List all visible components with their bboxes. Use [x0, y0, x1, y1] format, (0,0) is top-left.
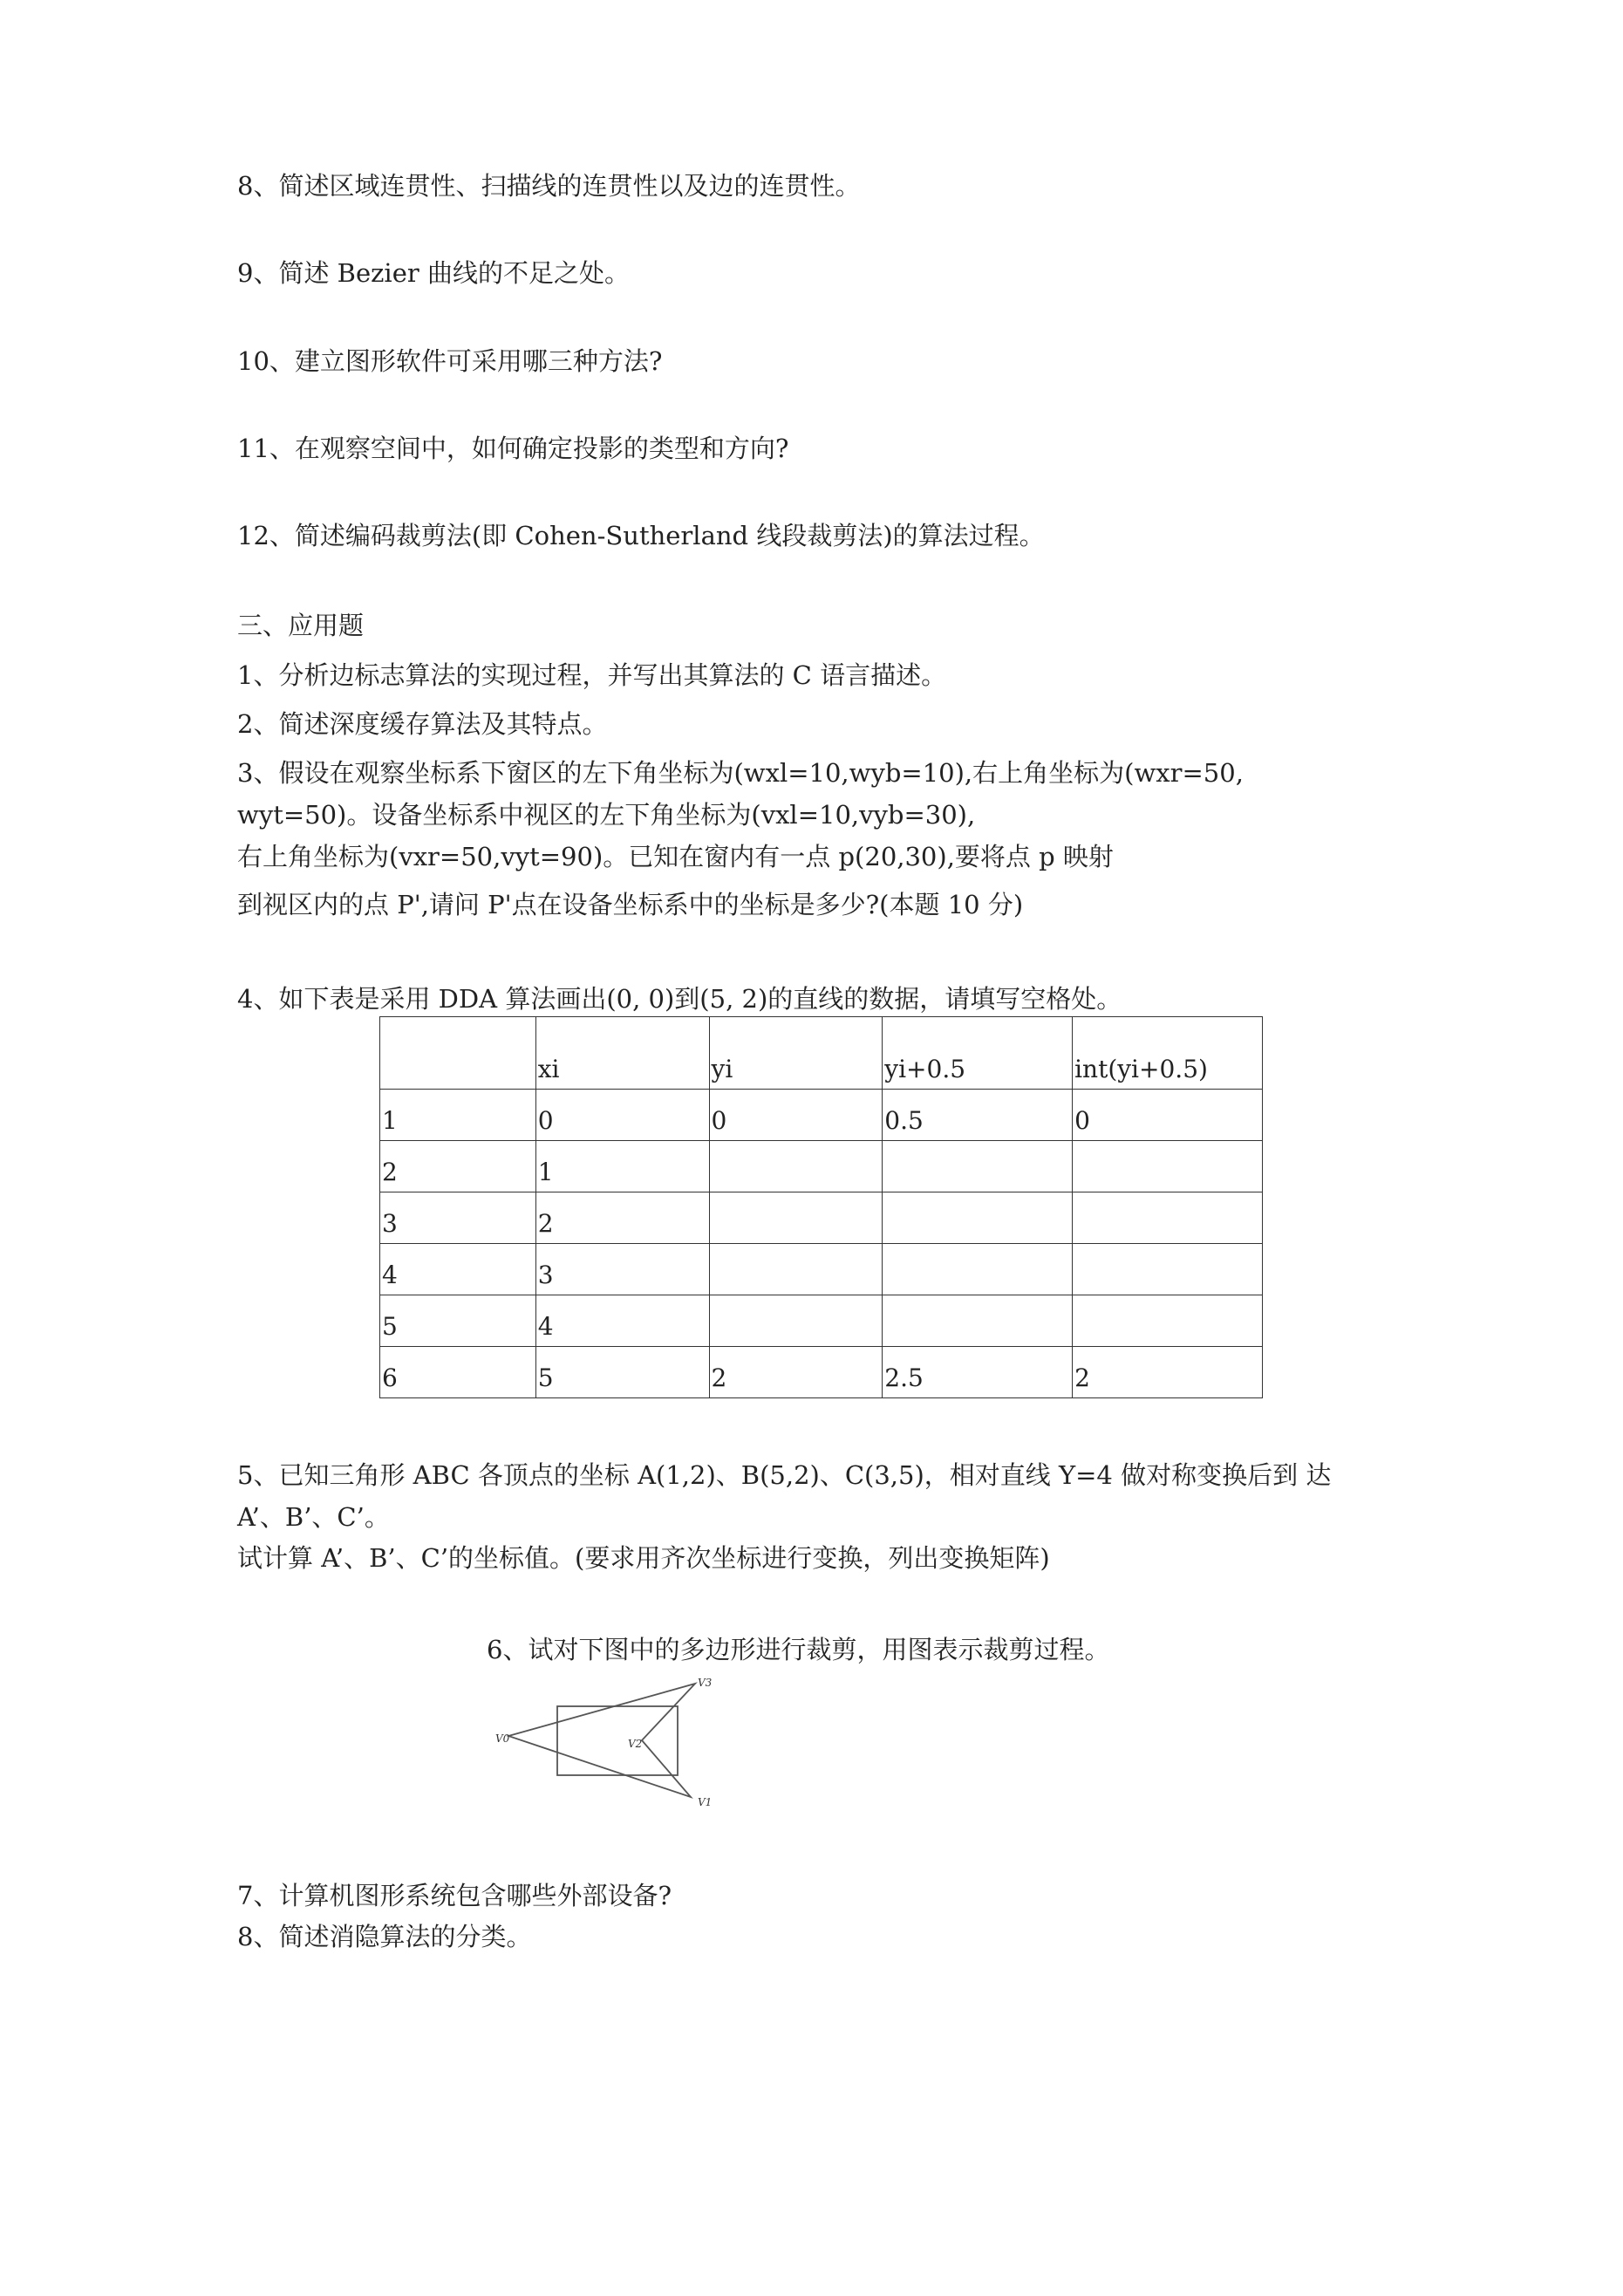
table-cell	[1073, 1295, 1263, 1347]
table-header-cell: yi+0.5	[883, 1017, 1073, 1090]
table-cell: 5	[380, 1295, 536, 1347]
table-row	[380, 1244, 1263, 1295]
clipping-figure	[488, 1662, 741, 1828]
table-header-cell: xi	[535, 1017, 709, 1090]
table-cell: 2	[1073, 1347, 1263, 1398]
a1-text: 1、分析边标志算法的实现过程，并写出其算法的 C 语言描述。	[237, 660, 947, 690]
table-header-cell: int(yi+0.5)	[1073, 1017, 1263, 1090]
table-cell	[709, 1192, 883, 1244]
q8-text: 8、简述区域连贯性、扫描线的连贯性以及边的连贯性。	[237, 171, 861, 201]
table-cell: 4	[535, 1295, 709, 1347]
table-header-cell: yi	[709, 1017, 883, 1090]
table-cell	[883, 1192, 1073, 1244]
table-cell: 0.5	[883, 1090, 1073, 1141]
table-cell	[883, 1141, 1073, 1192]
a3-text-line2: wyt=50)。设备坐标系中视区的左下角坐标为(vxl=10,vyb=30),	[237, 800, 976, 830]
q10-text: 10、建立图形软件可采用哪三种方法?	[237, 346, 663, 376]
table-header-cell	[380, 1017, 536, 1090]
q12-text: 12、简述编码裁剪法(即 Cohen-Sutherland 线段裁剪法)的算法过程。	[237, 521, 1045, 550]
table-cell: 0	[709, 1090, 883, 1141]
table-row	[380, 1192, 1263, 1244]
vertex-label-v0: V0	[495, 1732, 510, 1745]
vertex-label-v2: V2	[628, 1738, 643, 1750]
table-cell: 2	[535, 1192, 709, 1244]
vertex-label-v3: V3	[698, 1677, 713, 1689]
table-cell	[883, 1295, 1073, 1347]
table-header-row	[380, 1017, 1263, 1090]
table-cell	[709, 1295, 883, 1347]
a5-text-line1: 5、已知三角形 ABC 各顶点的坐标 A(1,2)、B(5,2)、C(3,5)，相对直线 Y=4 做对称变换后到 达	[237, 1460, 1332, 1490]
table-row	[380, 1295, 1263, 1347]
q9-text: 9、简述 Bezier 曲线的不足之处。	[237, 258, 630, 288]
table-cell: 4	[380, 1244, 536, 1295]
table-cell: 1	[380, 1090, 536, 1141]
a8-text: 8、简述消隐算法的分类。	[237, 1922, 532, 1951]
table-cell: 6	[380, 1347, 536, 1398]
table-cell	[1073, 1141, 1263, 1192]
table-cell	[1073, 1244, 1263, 1295]
table-cell: 1	[535, 1141, 709, 1192]
a3-text-line3: 右上角坐标为(vxr=50,vyt=90)。已知在窗内有一点 p(20,30),要将点 p 映射	[237, 842, 1114, 871]
a4-text: 4、如下表是采用 DDA 算法画出(0, 0)到(5, 2)的直线的数据，请填写空格处。	[237, 984, 1122, 1014]
table-cell: 0	[535, 1090, 709, 1141]
table-cell: 0	[1073, 1090, 1263, 1141]
polygon-outline	[508, 1684, 695, 1797]
table-cell: 2	[709, 1347, 883, 1398]
a5-text-line3: 试计算 A’、B’、C’的坐标值。(要求用齐次坐标进行变换，列出变换矩阵)	[237, 1543, 1050, 1573]
dda-table	[379, 1016, 1263, 1398]
table-row	[380, 1347, 1263, 1398]
a7-text: 7、计算机图形系统包含哪些外部设备?	[237, 1881, 672, 1910]
table-cell: 3	[535, 1244, 709, 1295]
table-cell: 2	[380, 1141, 536, 1192]
a5-text-line2: A’、B’、C’。	[237, 1502, 390, 1532]
table-cell: 5	[535, 1347, 709, 1398]
a3-text-line4: 到视区内的点 P',请问 P'点在设备坐标系中的坐标是多少?(本题 10 分)	[237, 890, 1024, 919]
a2-text: 2、简述深度缓存算法及其特点。	[237, 709, 608, 739]
table-cell	[709, 1141, 883, 1192]
a3-text-line1: 3、假设在观察坐标系下窗区的左下角坐标为(wxl=10,wyb=10),右上角坐标为(wxr=50,	[237, 758, 1244, 788]
table-row	[380, 1141, 1263, 1192]
table-cell	[709, 1244, 883, 1295]
table-cell: 2.5	[883, 1347, 1073, 1398]
table-cell: 3	[380, 1192, 536, 1244]
table-cell	[1073, 1192, 1263, 1244]
table-cell	[883, 1244, 1073, 1295]
vertex-label-v1: V1	[698, 1796, 713, 1808]
section-heading: 三、应用题	[237, 611, 365, 640]
table-row	[380, 1090, 1263, 1141]
a6-text: 6、试对下图中的多边形进行裁剪，用图表示裁剪过程。	[487, 1635, 1110, 1664]
q11-text: 11、在观察空间中，如何确定投影的类型和方向?	[237, 434, 789, 463]
